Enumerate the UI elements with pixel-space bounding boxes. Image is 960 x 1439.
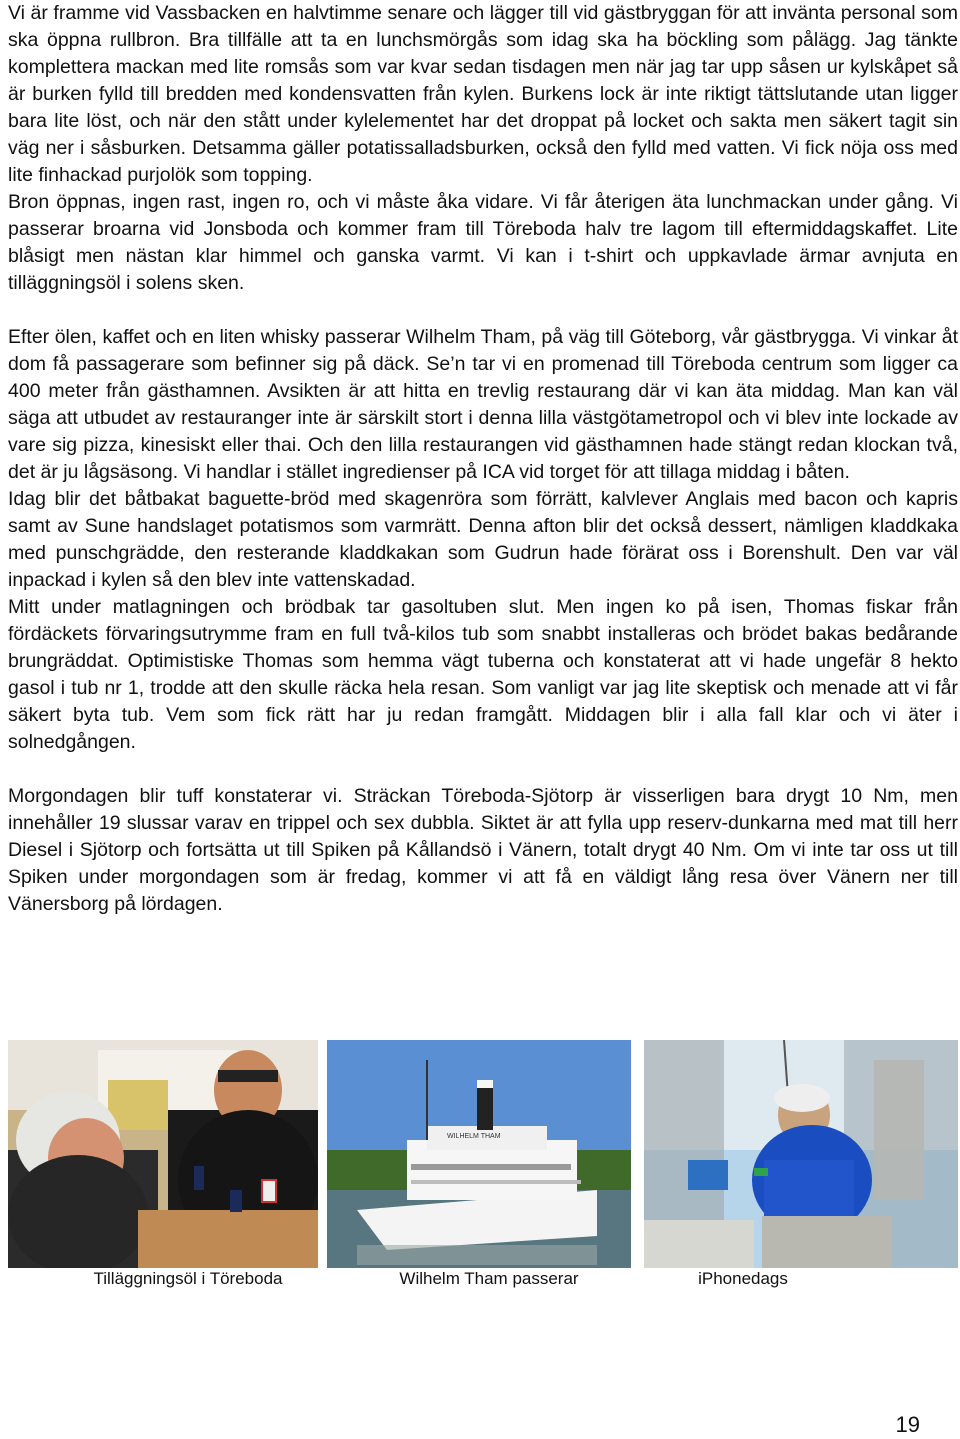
article-body [8, 0, 958, 918]
paragraph-4: Idag blir det båtbakat baguette-bröd med skagenröra som förrätt, kalvlever Anglais med bacon och kapris samt av Sune handslaget potatismos som varmrätt. Denna afton blir det också dessert, nämligen kladdkaka med punschgrädde, den resterande kladdkakan som Gudrun hade förärat oss i Borenshult. Den var väl inpackad i kylen så den blev inte vattenskadad. [8, 488, 958, 591]
photo-row [0, 1040, 960, 1268]
caption-photo-1: Tilläggningsöl i Töreboda [93, 1269, 283, 1288]
photo-ship-passing [327, 1040, 631, 1268]
caption-photo-2: Wilhelm Tham passerar [399, 1269, 579, 1288]
paragraph-5: Mitt under matlagningen och brödbak tar gasoltuben slut. Men ingen ko på isen, Thomas fiskar från fördäckets förvaringsutrymme fram en full två-kilos tub som snabbt installeras och brödet bakas bedårande brungräddat. Optimistiske Thomas som hemma vägt tuberna och konstaterat att vi hade ungefär 8 hekto gasol i tub nr 1, trodde att den skulle räcka hela resan. Som vanligt var jag lite skeptisk och menade att vi får säkert byta tub. Vem som fick rätt har ju redan framgått. Middagen blir i alla fall klar och vi äter i solnedgången. [8, 596, 958, 753]
paragraph-1: Vi är framme vid Vassbacken en halvtimme senare och lägger till vid gästbryggan för att invänta personal som ska öppna rullbron. Bra tillfälle att ta en lunchsmörgås som idag ska ha böckling som pålägg. Jag tänkte komplettera mackan med lite romsås som var kvar sedan tisdagen men när jag tar upp såsen ur kylskåpet så är burken fylld till bredden med kondensvatten från kylen. Burkens lock är inte riktigt tättslutande utan ligger bara lite löst, och när den stått under kylelementet har det droppat på locket och sakta men säkert tagit sin väg ner i såsburken. Detsamma gäller potatissalladsburken, också den fylld med vatten. Vi fick nöja oss med lite finhackad purjolök som topping. [8, 2, 958, 186]
ship-name-label: WILHELM THAM [447, 1133, 501, 1140]
photo-beer-in-cockpit [8, 1040, 318, 1268]
page-number: 19 [895, 1412, 920, 1437]
caption-photo-3: iPhonedags [698, 1269, 788, 1288]
paragraph-6: Morgondagen blir tuff konstaterar vi. Sträckan Töreboda-Sjötorp är visserligen bara drygt 10 Nm, men innehåller 19 slussar varav en trippel och sex dubbla. Siktet är att fylla upp reserv-dunkarna med mat till herr Diesel i Sjötorp och fortsätta ut till Spiken på Kållandsö i Vänern, totalt drygt 40 Nm. Om vi inte tar oss ut till Spiken under morgondagen som är fredag, kommer vi att få en väldigt lång resa över Vänern ner till Vänersborg på lördagen. [8, 785, 958, 915]
paragraph-3: Efter ölen, kaffet och en liten whisky passerar Wilhelm Tham, på väg till Göteborg, vår gästbrygga. Vi vinkar åt dom få passagerare som befinner sig på däck. Se’n tar vi en promenad till Töreboda centrum som ligger ca 400 meter från gästhamnen. Avsikten är att hitta en trevlig restaurang där vi kan äta middag. Man kan väl säga att utbudet av restauranger inte är särskilt stort i denna lilla västgötametropol och vi blev inte lockade av vare sig pizza, kinesiskt eller thai. Och den lilla restaurangen vid gästhamnen hade stängt redan klockan två, det är ju lågsäsong. Vi handlar i stället ingredienser på ICA vid torget för att tillaga middag i båten. [8, 326, 958, 483]
paragraph-2: Bron öppnas, ingen rast, ingen ro, och vi måste åka vidare. Vi får återigen äta lunchmackan under gång. Vi passerar broarna vid Jonsboda och kommer fram till Töreboda halv tre lagom till eftermiddagskaffet. Lite blåsigt men nästan klar himmel och ganska varmt. Vi kan i t-shirt och uppkavlade ärmar avnjuta en tilläggningsöl i solens sken. [8, 191, 958, 294]
photo-phone-on-deck [644, 1040, 958, 1268]
